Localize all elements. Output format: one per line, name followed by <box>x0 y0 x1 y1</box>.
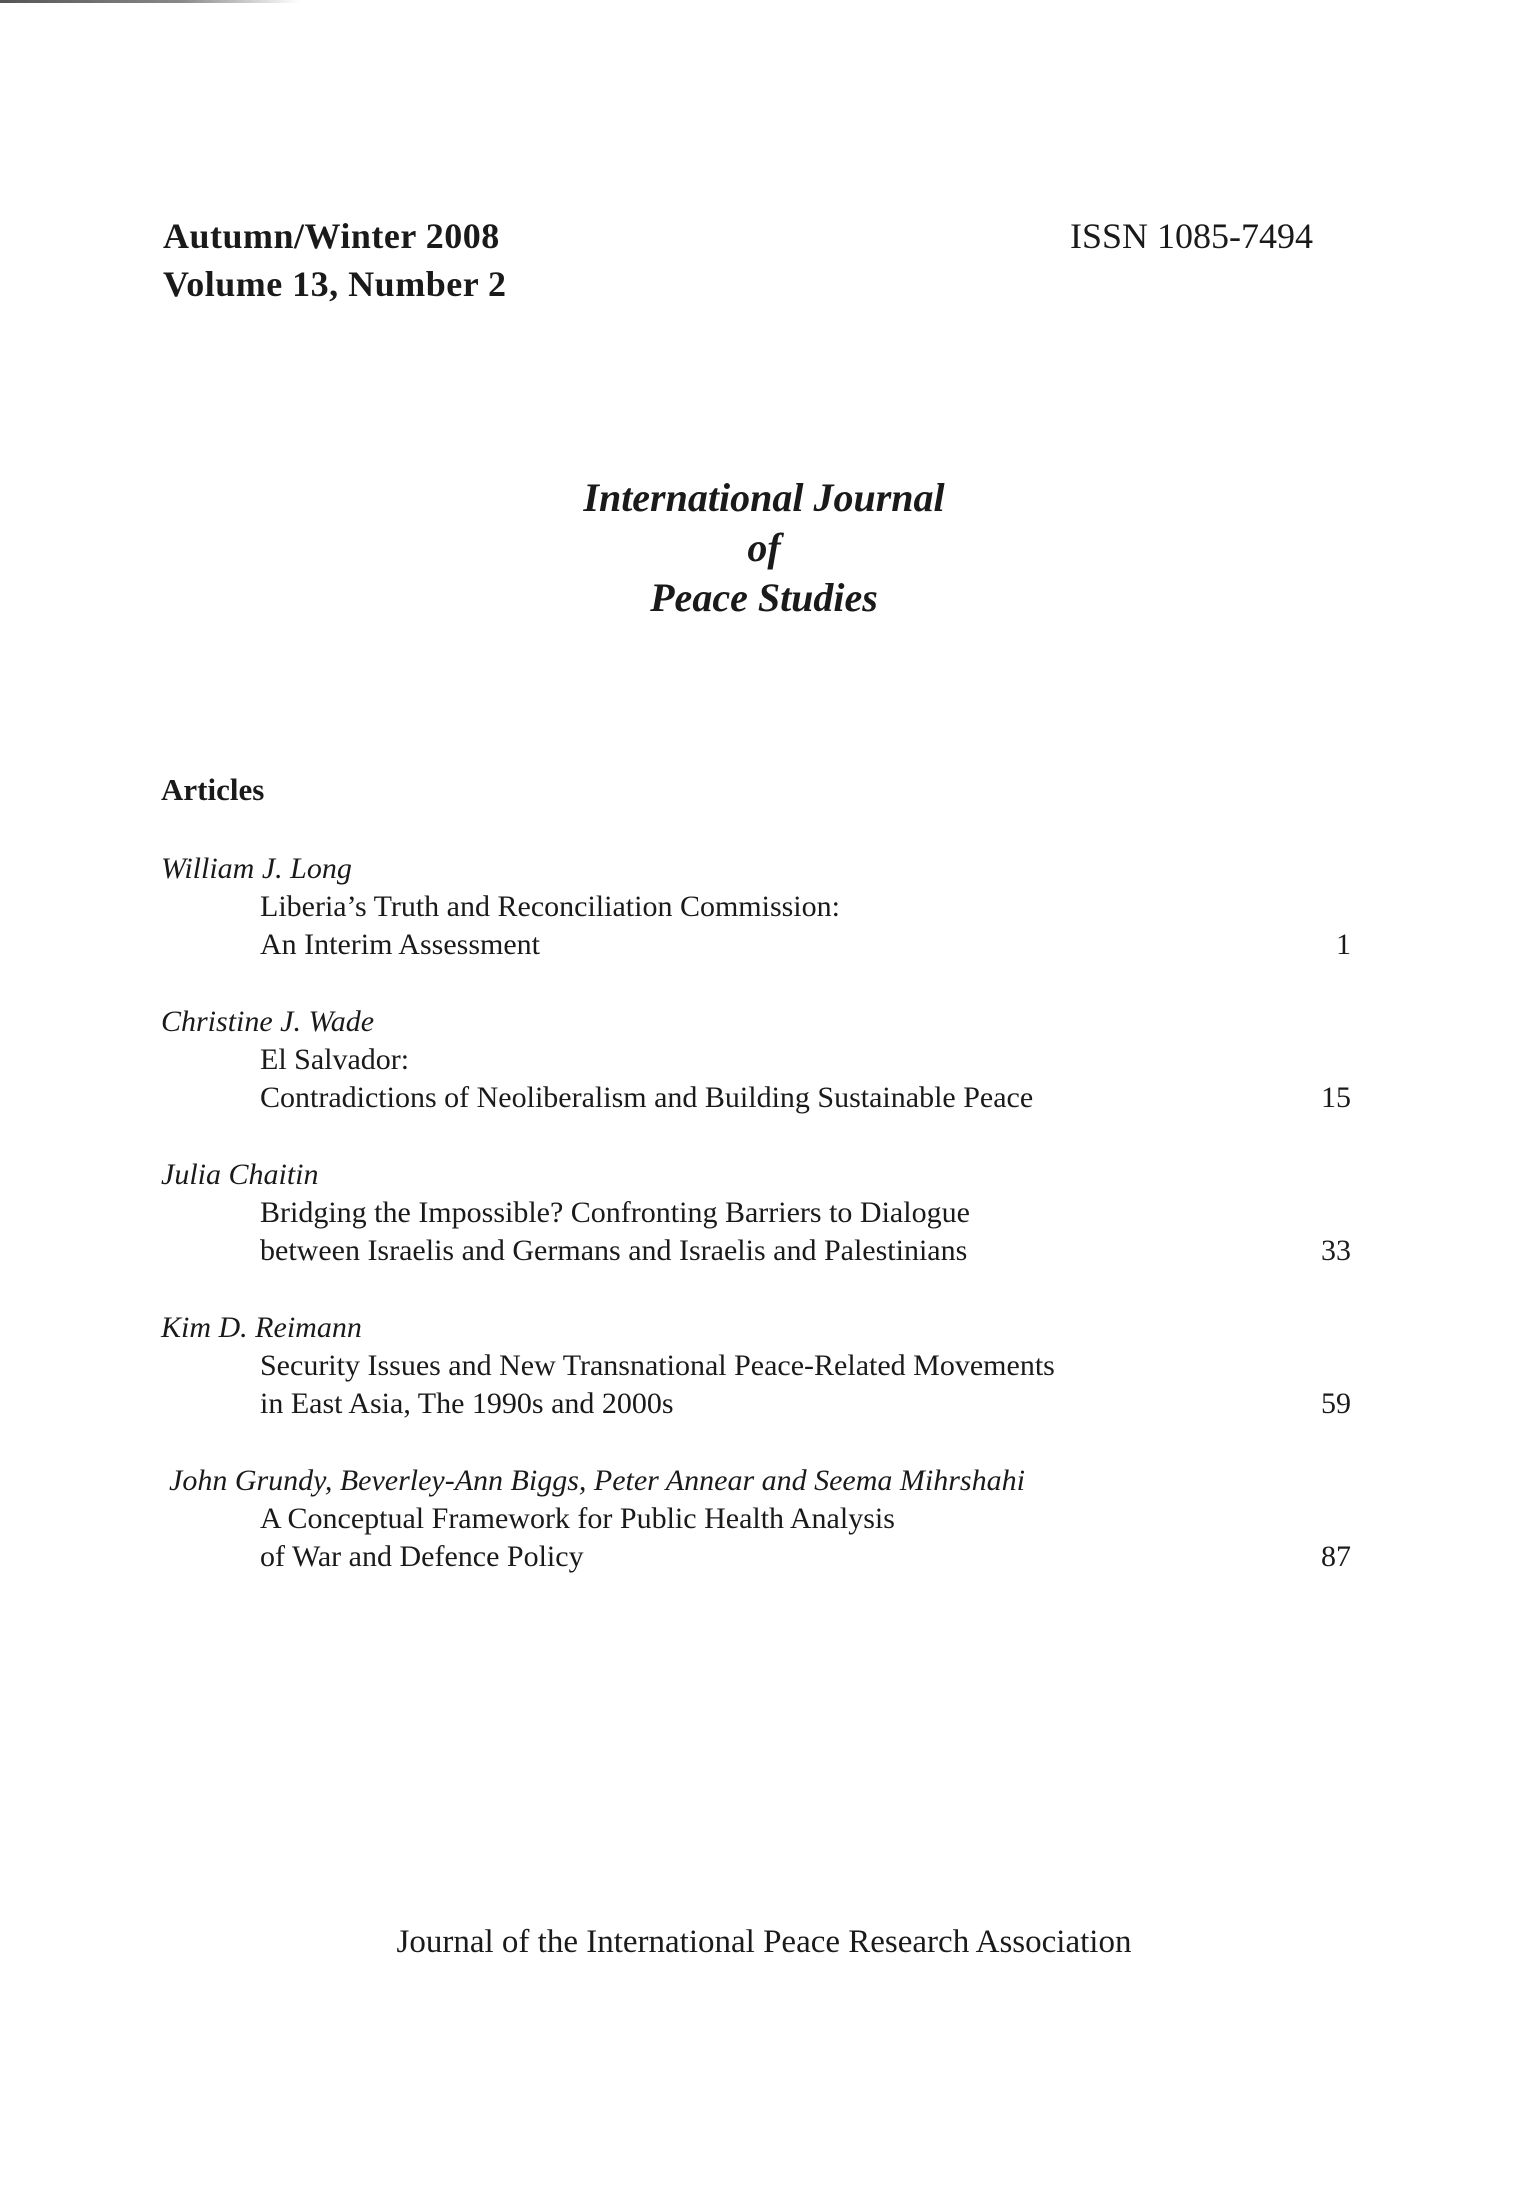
toc-entry[interactable] <box>161 850 1351 964</box>
toc-entry-author: Julia Chaitin <box>161 1158 319 1191</box>
issn: ISSN 1085-7494 <box>1069 216 1313 256</box>
issue-info <box>163 212 507 308</box>
toc-entry-title-line: Security Issues and New Transnational Peace-Related Movements <box>260 1349 1055 1382</box>
articles-heading: Articles <box>161 772 265 807</box>
toc-entry-title-line: Liberia’s Truth and Reconciliation Commission: <box>260 890 840 923</box>
toc-entry-title-line: Bridging the Impossible? Confronting Barriers to Dialogue <box>260 1196 970 1229</box>
toc-entry-author: Kim D. Reimann <box>161 1311 362 1344</box>
toc-entry-author: Christine J. Wade <box>161 1005 375 1038</box>
toc-entry-title-line: between Israelis and Germans and Israelis and Palestinians <box>260 1234 968 1267</box>
toc-entry-title-line: Contradictions of Neoliberalism and Building Sustainable Peace <box>260 1081 1034 1114</box>
toc-entry[interactable] <box>161 1156 1351 1270</box>
issue-season: Autumn/Winter 2008 <box>163 216 500 256</box>
toc-entry-title-line: An Interim Assessment <box>260 928 540 961</box>
toc-entry[interactable] <box>161 1462 1351 1576</box>
toc-entry-page-number: 87 <box>1321 1540 1351 1573</box>
toc-entry-author: William J. Long <box>161 852 352 885</box>
journal-title-line-1: International Journal <box>583 475 945 520</box>
journal-title-line-3: Peace Studies <box>650 575 878 620</box>
issue-volume: Volume 13, Number 2 <box>163 264 507 304</box>
toc-entry[interactable] <box>161 1309 1351 1423</box>
footer-association: Journal of the International Peace Research Association <box>396 1924 1132 1960</box>
toc-entry-title-line: A Conceptual Framework for Public Health Analysis <box>260 1502 895 1535</box>
toc-entry-page-number: 33 <box>1321 1234 1351 1267</box>
toc-entry[interactable] <box>161 1003 1351 1117</box>
journal-title-line-2: of <box>747 525 781 570</box>
toc-entry-page-number: 59 <box>1321 1387 1351 1420</box>
toc-entry-author: John Grundy, Beverley-Ann Biggs, Peter Annear and Seema Mihrshahi <box>169 1464 1025 1497</box>
journal-title <box>0 473 1528 623</box>
toc-entry-title-line: in East Asia, The 1990s and 2000s <box>260 1387 674 1420</box>
toc-entry-page-number: 15 <box>1321 1081 1351 1114</box>
scan-edge-mark <box>0 0 300 3</box>
toc-entry-page-number: 1 <box>1336 928 1351 961</box>
toc-entry-title-line: El Salvador: <box>260 1043 410 1076</box>
toc-entry-title-line: of War and Defence Policy <box>260 1540 584 1573</box>
